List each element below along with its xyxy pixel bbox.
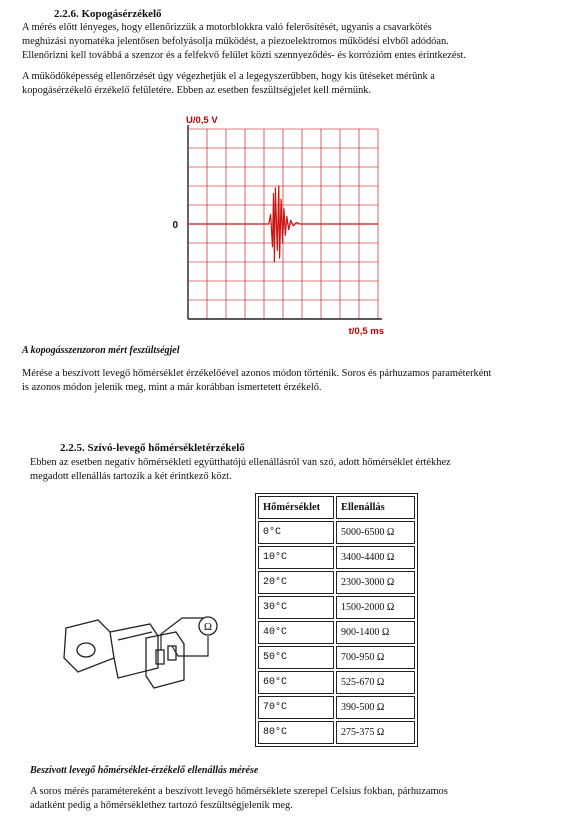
paragraph-ntc-measurement [30,785,552,813]
table-row [258,696,415,719]
resistance-cell: 275-375 Ω [336,721,415,744]
temperature-cell: 10°C [258,546,334,569]
sensor-mount-hole [77,643,95,657]
table-row [258,571,415,594]
temperature-cell: 0°C [258,521,334,544]
sensor-drawing [58,598,228,708]
table-row [258,646,415,669]
text-line: megadott ellenállás tartozik a két érintkező közt. [30,471,232,482]
temperature-cell: 60°C [258,671,334,694]
zero-level-label: 0 [172,220,178,231]
knock-sensor-oscillogram [168,112,398,337]
air-temp-sensor-illustration [58,598,228,708]
column-header-temperature: Hőmérséklet [258,496,334,519]
sensor-flange [64,620,114,672]
table-header-row [258,496,415,519]
temperature-cell: 50°C [258,646,334,669]
text-line: meghúzási nyomatéka jelentősen befolyásolja működést, a piezoelektromos működési elvből adódóan. [22,36,449,47]
resistance-cell: 3400-4400 Ω [336,546,415,569]
table-row [258,621,415,644]
connector-pin-slot [168,646,176,660]
figure-caption-ntc: Beszívott levegő hőmérséklet-érzékelő ellenállás mérése [30,765,259,776]
paragraph-knock-test [22,70,548,98]
paragraph-ntc-intro [30,456,550,484]
text-line: is azonos módon jelenik meg, mint a már korábban ismertetett érzékelő. [22,382,322,393]
resistance-cell: 525-670 Ω [336,671,415,694]
y-axis-label: U/0,5 V [186,115,218,126]
x-axis-label: t/0,5 ms [348,326,384,337]
text-line: adatként pedig a hőmérséklethez tartozó feszültségjelenik meg. [30,800,293,811]
resistance-table [255,493,418,747]
sensor-connector [146,632,184,688]
temperature-cell: 80°C [258,721,334,744]
sensor-body-edge [118,632,152,640]
temperature-cell: 20°C [258,571,334,594]
temperature-cell: 70°C [258,696,334,719]
temperature-cell: 30°C [258,596,334,619]
ohm-symbol: Ω [203,621,213,633]
table-row [258,721,415,744]
text-line: A soros mérés paramétereként a beszívott levegő hőmérséklete szerepel Celsius fokban, párhuzamos [30,786,448,797]
figure-caption-knock: A kopogásszenzoron mért feszültségjel [22,345,180,356]
section-heading-knock-sensor: 2.2.6. Kopogásérzékelő [54,8,162,20]
paragraph-knock-measurement [22,367,552,395]
resistance-cell: 2300-3000 Ω [336,571,415,594]
section-heading-air-temp-sensor: 2.2.5. Szívó-levegő hőmérsékletérzékelő [60,442,245,454]
paragraph-knock-intro [22,21,548,63]
table-row [258,671,415,694]
probe-lead [172,636,208,656]
text-line: Ebben az esetben negatív hőmérsékleti együtthatójú ellenállásról van szó, adott hőmérséklet értékhez [30,457,451,468]
resistance-cell: 5000-6500 Ω [336,521,415,544]
text-line: A mérés előtt lényeges, hogy ellenőrizzük a motorblokkra való felerősítését, ugyanis a csavarkötés [22,22,432,33]
connector-pin-slot [156,650,164,664]
temperature-cell: 40°C [258,621,334,644]
table-row [258,546,415,569]
text-line: kopogásérzékelő érzékelő felületére. Ebben az esetben feszültségjelet kell mérnünk. [22,85,372,96]
oscillogram-svg [168,112,398,337]
resistance-cell: 390-500 Ω [336,696,415,719]
text-line: Mérése a beszívott levegő hőmérséklet érzékelőével azonos módon történik. Soros és párhuzamos paraméterként [22,368,492,379]
table-row [258,596,415,619]
resistance-cell: 900-1400 Ω [336,621,415,644]
text-line: A működőképesség ellenőrzését úgy végezhetjük el a legegyszerűbben, hogy kis ütéseket mérünk a [22,71,435,82]
text-line: Ellenőrizni kell továbbá a szenzor és a felfekvő felület közti szennyeződés- és korrózióm entes érintkezést. [22,50,467,61]
column-header-resistance: Ellenállás [336,496,415,519]
table-row [258,521,415,544]
resistance-cell: 700-950 Ω [336,646,415,669]
resistance-cell: 1500-2000 Ω [336,596,415,619]
